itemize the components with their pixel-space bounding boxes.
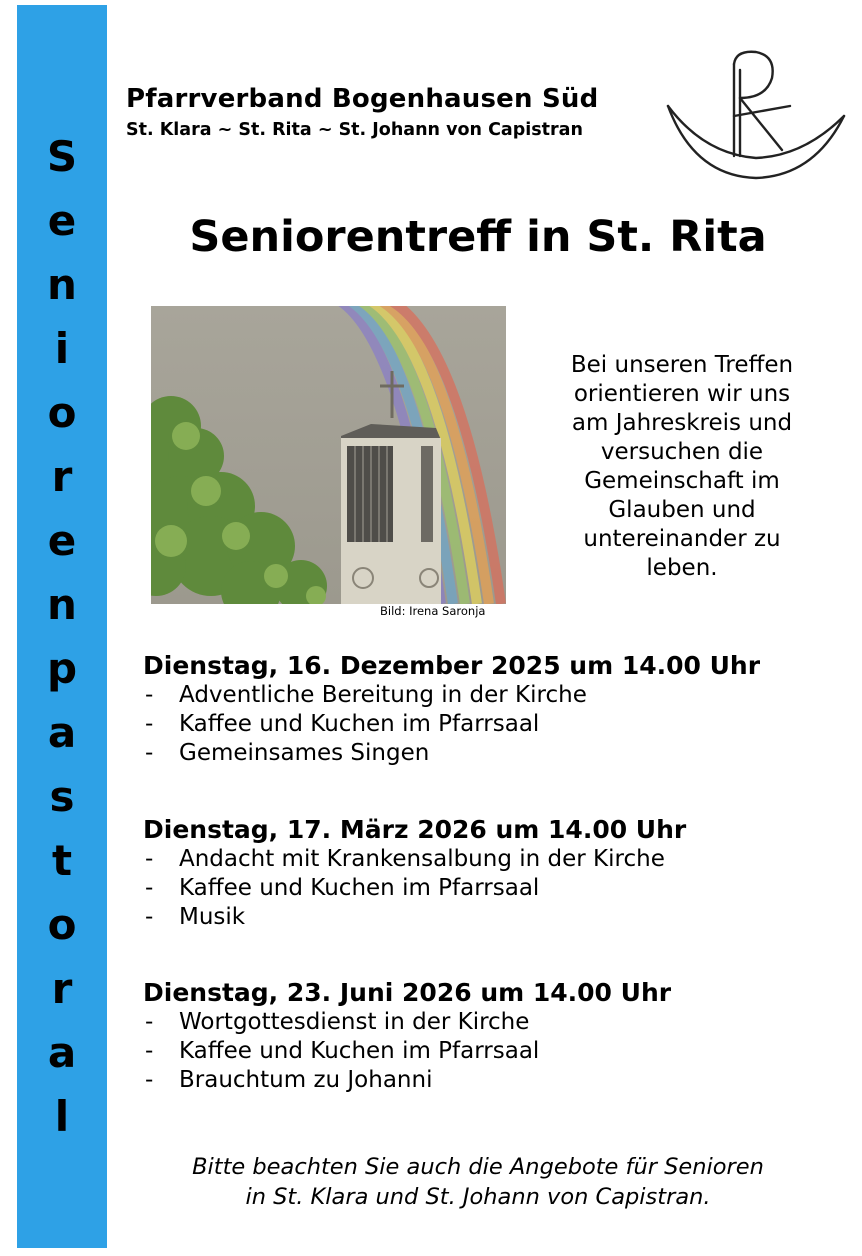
intro-line: leben.	[646, 555, 718, 581]
sidebar-letter: p	[46, 644, 78, 693]
sidebar-letter: r	[51, 964, 73, 1013]
event-item	[143, 874, 843, 903]
organization-name: Pfarrverband Bogenhausen Süd	[126, 84, 599, 114]
bullet-dash: -	[145, 846, 154, 872]
sidebar-letter: n	[47, 580, 77, 629]
event-date: Dienstag, 23. Juni 2026 um 14.00 Uhr	[143, 978, 672, 1007]
footer-line: Bitte beachten Sie auch die Angebote für Senioren	[192, 1154, 764, 1180]
event-item-text: Wortgottesdienst in der Kirche	[179, 1009, 530, 1035]
intro-line: orientieren wir uns	[573, 381, 791, 407]
sidebar-letter: s	[49, 772, 75, 821]
event-item-text: Kaffee und Kuchen im Pfarrsaal	[179, 875, 540, 901]
event-item-text: Andacht mit Krankensalbung in der Kirche	[179, 846, 665, 872]
sidebar-letter: n	[47, 260, 77, 309]
sidebar-banner	[17, 5, 107, 1248]
event-item-text: Adventliche Bereitung in der Kirche	[179, 682, 587, 708]
event-block	[143, 978, 843, 1095]
event-item	[143, 681, 843, 710]
bullet-dash: -	[145, 1038, 154, 1064]
event-item	[143, 1066, 843, 1095]
parish-list: St. Klara ~ St. Rita ~ St. Johann von Capistran	[126, 120, 583, 140]
intro-line: untereinander zu	[583, 526, 781, 552]
event-block	[143, 651, 843, 768]
sidebar-letter: o	[47, 388, 77, 437]
sidebar-letter: i	[54, 324, 70, 373]
sidebar-letter: a	[47, 708, 77, 757]
intro-text	[552, 351, 812, 583]
intro-line: versuchen die	[600, 439, 764, 465]
event-item	[143, 1008, 843, 1037]
sidebar-letter: e	[47, 196, 77, 245]
event-item	[143, 903, 843, 932]
intro-line: Gemeinschaft im	[584, 468, 780, 494]
bullet-dash: -	[145, 711, 154, 737]
sidebar-letter: o	[47, 900, 77, 949]
intro-line: Glauben und	[608, 497, 756, 523]
bullet-dash: -	[145, 740, 154, 766]
photo-credit: Bild: Irena Saronja	[380, 604, 486, 618]
event-item-text: Musik	[179, 904, 246, 930]
event-item	[143, 739, 843, 768]
bullet-dash: -	[145, 1067, 154, 1093]
event-item-text: Brauchtum zu Johanni	[179, 1067, 433, 1093]
event-date: Dienstag, 16. Dezember 2025 um 14.00 Uhr	[143, 651, 761, 680]
intro-line: am Jahreskreis und	[571, 410, 793, 436]
bullet-dash: -	[145, 1009, 154, 1035]
chi-rho-boat-logo-icon	[664, 46, 848, 182]
sidebar-letter: S	[46, 132, 78, 181]
intro-line: Bei unseren Treffen	[570, 352, 794, 378]
event-item-text: Kaffee und Kuchen im Pfarrsaal	[179, 711, 540, 737]
page-title: Seniorentreff in St. Rita	[189, 212, 767, 262]
footer-line: in St. Klara und St. Johann von Capistran.	[245, 1184, 711, 1210]
event-item	[143, 710, 843, 739]
event-item	[143, 845, 843, 874]
bullet-dash: -	[145, 875, 154, 901]
event-item-text: Gemeinsames Singen	[179, 740, 430, 766]
event-block	[143, 815, 843, 932]
church-tower-rainbow-photo	[151, 306, 506, 604]
sidebar-letter: t	[51, 836, 73, 885]
sidebar-letter: a	[47, 1028, 77, 1077]
bullet-dash: -	[145, 682, 154, 708]
bullet-dash: -	[145, 904, 154, 930]
event-item	[143, 1037, 843, 1066]
sidebar-letter: l	[54, 1092, 70, 1141]
event-date: Dienstag, 17. März 2026 um 14.00 Uhr	[143, 815, 687, 844]
event-item-text: Kaffee und Kuchen im Pfarrsaal	[179, 1038, 540, 1064]
sidebar-letter: e	[47, 516, 77, 565]
sidebar-letter: r	[51, 452, 73, 501]
footer-note	[120, 1152, 836, 1212]
